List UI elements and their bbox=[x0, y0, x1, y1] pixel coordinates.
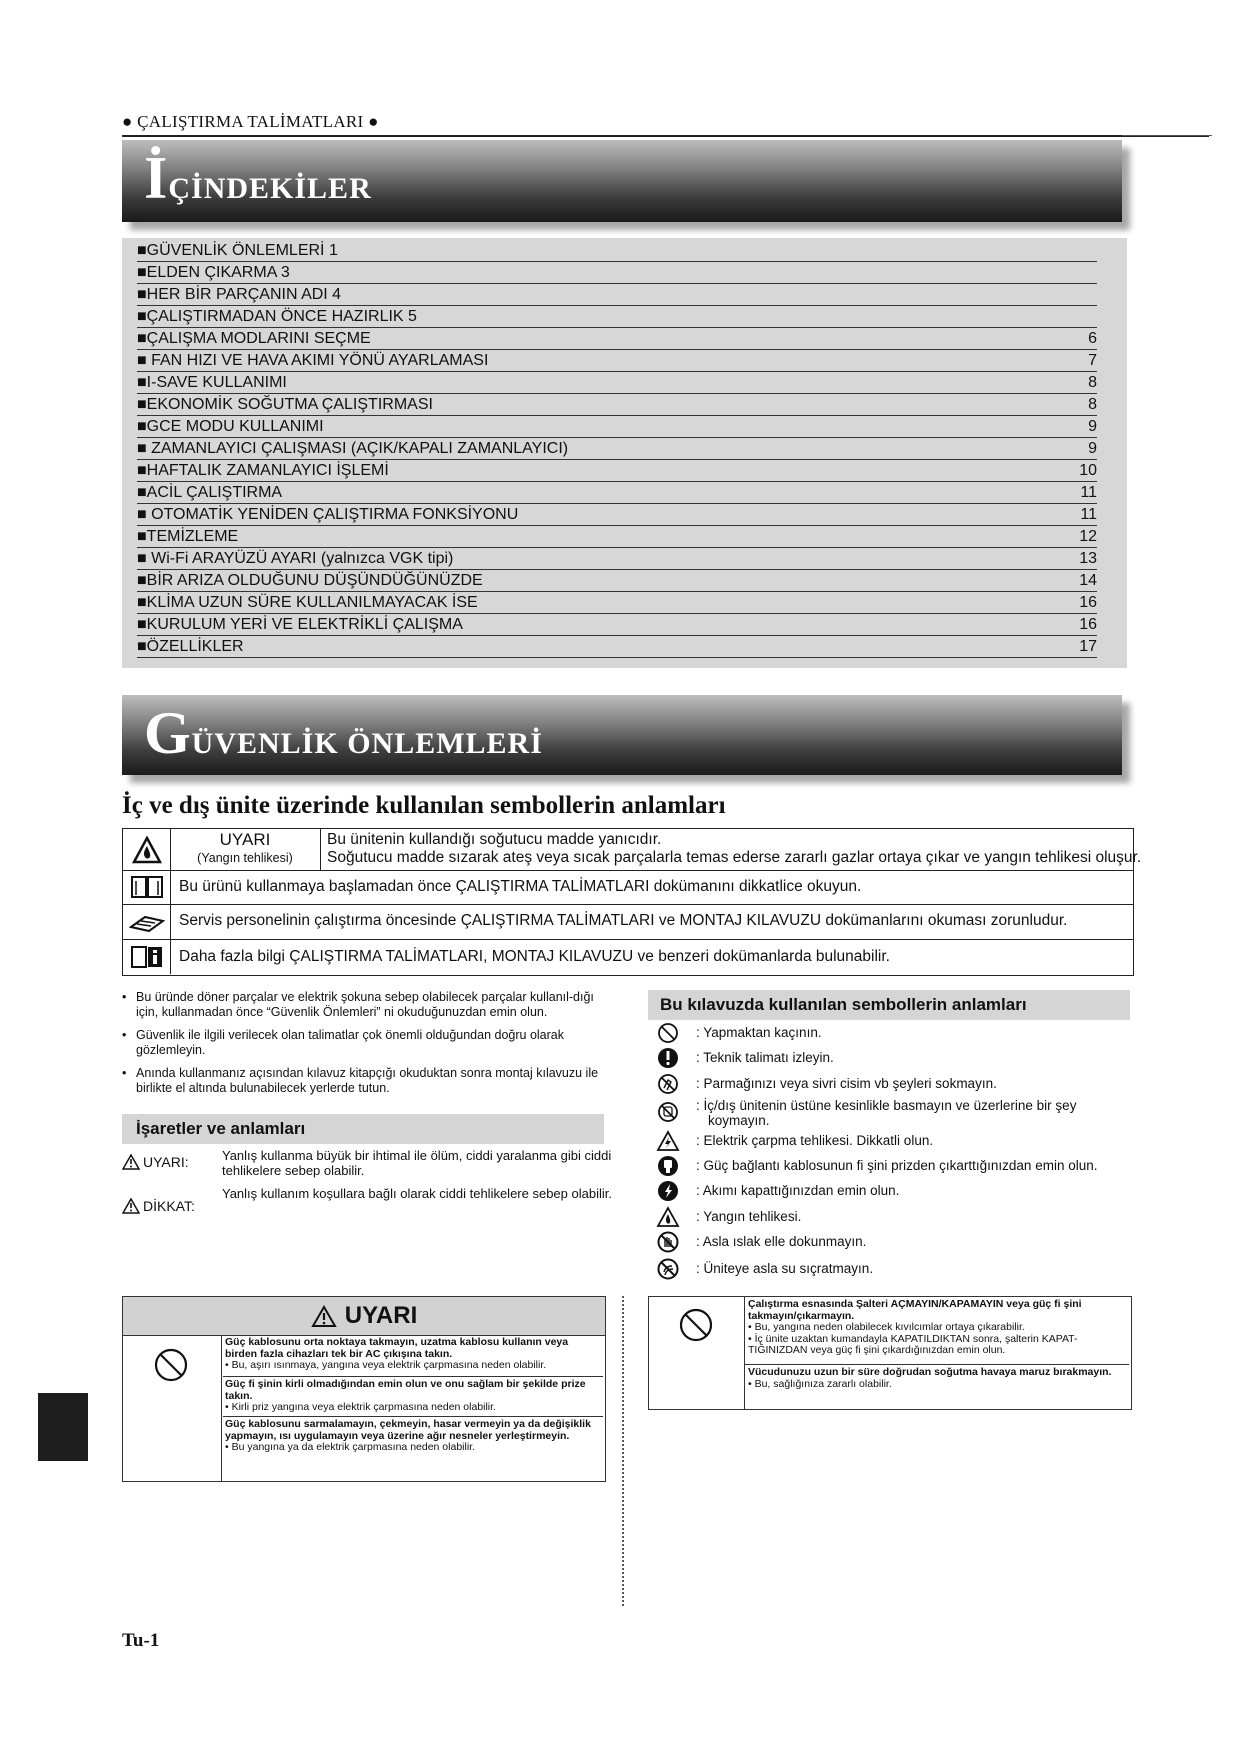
uyari-label: UYARI bbox=[219, 830, 271, 849]
guide-item bbox=[656, 1231, 1136, 1253]
toc-banner bbox=[122, 140, 1122, 222]
guide-item-text: : Elektrik çarpma tehlikesi. Dikkatli olun. bbox=[696, 1133, 934, 1148]
safety-title bbox=[144, 699, 543, 768]
toc-item-label: ■GCE MODU KULLANIMI bbox=[137, 418, 324, 435]
guide-item-text: : Üniteye asla su sıçratmayın. bbox=[696, 1261, 874, 1276]
operation-cell-2 bbox=[745, 1365, 1129, 1409]
header-rule bbox=[122, 135, 1209, 137]
toc-item[interactable] bbox=[137, 394, 1097, 416]
toc-item[interactable] bbox=[137, 636, 1097, 658]
marks-dikkat bbox=[122, 1186, 612, 1222]
toc-item-label: ■ÇALIŞTIRMADAN ÖNCE HAZIRLIK 5 bbox=[137, 308, 417, 325]
toc-item[interactable] bbox=[137, 614, 1097, 636]
warning-cell-3-note: • Bu yangına ya da elektrik çarpmasına neden olabilir. bbox=[225, 1441, 475, 1453]
toc-item[interactable] bbox=[137, 438, 1097, 460]
uyari-line-2: Soğutucu madde sızarak ateş veya sıcak parçalarla temas ederse zararlı gazlar ortaya çıkar ve yangın tehlikesi oluşur. bbox=[327, 849, 1142, 866]
warning-cell-1 bbox=[223, 1335, 603, 1377]
marks-dikkat-label-wrap bbox=[122, 1198, 195, 1214]
header-rule-extension bbox=[1122, 135, 1212, 136]
toc-item-page: 9 bbox=[1088, 418, 1097, 435]
warning-cell-1-title: Güç kablosunu orta noktaya takmayın, uzatma kablosu kullanın veya birden fazla cihazları tek bir AC çıkışına takın. bbox=[225, 1336, 569, 1360]
marks-uyari-label: UYARI: bbox=[143, 1154, 189, 1170]
electric-hazard-icon bbox=[656, 1130, 680, 1152]
warning-cell-2-note: • Kirli priz yangına veya elektrik çarpmasına neden olabilir. bbox=[225, 1401, 496, 1413]
service-manual-icon bbox=[123, 904, 171, 939]
bullet-item: • Anında kullanmanız açısından kılavuz kitapçığı okuduktan sonra montaj kılavuzu ile birlikte el altında bulunabilecek yerlerde tutun. bbox=[122, 1066, 610, 1096]
operation-cell-1-note-1: • Bu, yangına neden olabilecek kıvılcımlar ortaya çıkarabilir. bbox=[748, 1321, 1025, 1333]
toc-item[interactable] bbox=[137, 328, 1097, 350]
marks-heading: İşaretler ve anlamları bbox=[122, 1114, 604, 1144]
toc-item-page: 14 bbox=[1079, 572, 1097, 589]
toc-title bbox=[144, 144, 372, 213]
safety-bullets bbox=[122, 990, 610, 1104]
toc-item-page: 12 bbox=[1079, 528, 1097, 545]
prohibited-icon bbox=[656, 1022, 680, 1044]
guide-item bbox=[656, 1022, 1136, 1044]
toc-item-label: ■KURULUM YERİ VE ELEKTRİKLİ ÇALIŞMA bbox=[137, 616, 463, 633]
toc-title-initial: İ bbox=[144, 145, 169, 211]
guide-item-text: : Yapmaktan kaçının. bbox=[696, 1025, 822, 1040]
marks-dikkat-label: DİKKAT: bbox=[143, 1198, 195, 1214]
symbol-row-service bbox=[123, 904, 1133, 940]
toc-item-page: 8 bbox=[1088, 374, 1097, 391]
operation-cell-1 bbox=[745, 1297, 1129, 1365]
warning-triangle-icon bbox=[122, 1154, 140, 1170]
toc-item[interactable] bbox=[137, 526, 1097, 548]
toc-item-label: ■ OTOMATİK YENİDEN ÇALIŞTIRMA FONKSİYONU bbox=[137, 506, 519, 523]
toc-item[interactable] bbox=[137, 548, 1097, 570]
guide-heading: Bu kılavuzda kullanılan sembollerin anlamları bbox=[648, 990, 1130, 1020]
toc-item-label: ■BİR ARIZA OLDUĞUNU DÜŞÜNDÜĞÜNÜZDE bbox=[137, 572, 483, 589]
toc-item[interactable] bbox=[137, 504, 1097, 526]
bullet-item: • Bu üründe döner parçalar ve elektrik şokuna sebep olabilecek parçalar kullanıl-dığı için, kullanmadan önce “Güvenlik Önlemleri” ni okuduğunuzdan emin olun. bbox=[122, 990, 610, 1020]
toc-item-page: 11 bbox=[1080, 484, 1097, 501]
toc-item-label: ■EKONOMİK SOĞUTMA ÇALIŞTIRMASI bbox=[137, 396, 433, 413]
fire-hazard-icon bbox=[656, 1206, 680, 1228]
toc-item-page: 16 bbox=[1079, 594, 1097, 611]
toc-item-page: 7 bbox=[1088, 352, 1097, 369]
operation-cell-2-title: Vücudunuzu uzun bir süre doğrudan soğutma havaya maruz bırakmayın. bbox=[748, 1366, 1112, 1378]
warning-cell-1-note: • Bu, aşırı ısınmaya, yangına veya elektrik çarpmasına neden olabilir. bbox=[225, 1359, 547, 1371]
guide-item-text: : Teknik talimatı izleyin. bbox=[696, 1050, 834, 1065]
safety-title-initial: G bbox=[144, 700, 192, 766]
marks-uyari-label-wrap bbox=[122, 1154, 189, 1170]
operation-cell-1-note-2: • İç ünite uzaktan kumandayla KAPATILDIKTAN sonra, şalterin KAPAT-TIĞINIZDAN veya güç fi şini çıkardığınızdan emin olun. bbox=[748, 1332, 1078, 1356]
toc-item[interactable] bbox=[137, 350, 1097, 372]
column-divider bbox=[622, 1296, 624, 1606]
info-row-text: Daha fazla bilgi ÇALIŞTIRMA TALİMATLARI, MONTAJ KILAVUZU ve benzeri dokümanlarda bulunabilir. bbox=[179, 948, 890, 965]
toc-item-page: 9 bbox=[1088, 440, 1097, 457]
guide-item-text: : Asla ıslak elle dokunmayın. bbox=[696, 1234, 867, 1249]
toc-item[interactable] bbox=[137, 416, 1097, 438]
marks-uyari-text: Yanlış kullanma büyük bir ihtimal ile ölüm, ciddi yaralanma gibi ciddi tehlikelere sebep olabilir. bbox=[222, 1148, 612, 1178]
toc-item-label: ■ÇALIŞMA MODLARINI SEÇME bbox=[137, 330, 371, 347]
no-step-icon bbox=[656, 1101, 680, 1123]
toc-item-label: ■KLİMA UZUN SÜRE KULLANILMAYACAK İSE bbox=[137, 594, 478, 611]
no-water-splash-icon bbox=[656, 1258, 680, 1280]
toc-item[interactable] bbox=[137, 592, 1097, 614]
guide-item-text-cont: koymayın. bbox=[708, 1113, 770, 1128]
manual-book-icon bbox=[123, 870, 171, 904]
guide-item bbox=[656, 1180, 1136, 1202]
toc-item-page: 17 bbox=[1079, 638, 1097, 655]
warning-cell-3-title: Güç kablosunu sarmalamayın, çekmeyin, hasar vermeyin ya da değişiklik yapmayın, ısı uygulamayın veya üzerine ağır nesneler yerleştirmeyin. bbox=[225, 1418, 591, 1442]
uyari-sublabel: (Yangın tehlikesi) bbox=[197, 851, 293, 865]
toc-item-label: ■ELDEN ÇIKARMA 3 bbox=[137, 264, 290, 281]
toc-item[interactable] bbox=[137, 570, 1097, 592]
operation-cell-2-note: • Bu, sağlığınıza zararlı olabilir. bbox=[748, 1377, 892, 1390]
toc-item-page: 8 bbox=[1088, 396, 1097, 413]
guide-item bbox=[656, 1095, 1136, 1131]
toc-item-page: 10 bbox=[1079, 462, 1097, 479]
caution-triangle-icon bbox=[122, 1198, 140, 1214]
warning-triangle-icon bbox=[311, 1305, 337, 1328]
prohibited-icon bbox=[678, 1307, 714, 1343]
power-off-icon bbox=[656, 1180, 680, 1202]
warning-cell-3 bbox=[223, 1417, 603, 1479]
prohibited-icon bbox=[153, 1347, 189, 1383]
bullet-item: • Güvenlik ile ilgili verilecek olan talimatlar çok önemli olduğundan doğru olarak gözlemleyin. bbox=[122, 1028, 610, 1058]
marks-uyari bbox=[122, 1148, 612, 1184]
warning-cell-2-title: Güç fi şinin kirli olmadığından emin olun ve onu sağlam bir şekilde prize takın. bbox=[225, 1378, 586, 1402]
toc-item[interactable] bbox=[137, 262, 1097, 284]
warning-box-header bbox=[123, 1297, 605, 1336]
toc-item-page: 6 bbox=[1088, 330, 1097, 347]
guide-item-text: : Güç bağlantı kablosunun fi şini prizden çıkarttığınızdan emin olun. bbox=[696, 1158, 1098, 1173]
toc-item-page: 11 bbox=[1080, 506, 1097, 523]
no-finger-icon bbox=[656, 1073, 680, 1095]
toc-item[interactable] bbox=[137, 240, 1097, 262]
symbol-row-info bbox=[123, 939, 1133, 974]
uyari-line-1: Bu ünitenin kullandığı soğutucu madde yanıcıdır. bbox=[327, 831, 662, 848]
toc-item-page: 13 bbox=[1079, 550, 1097, 567]
warning-icon-column bbox=[123, 1335, 222, 1481]
operation-icon-column bbox=[649, 1297, 745, 1409]
guide-item bbox=[656, 1047, 1136, 1069]
symbols-heading: İç ve dış ünite üzerinde kullanılan sembollerin anlamları bbox=[122, 792, 726, 819]
toc-item[interactable] bbox=[137, 284, 1097, 306]
toc-list bbox=[122, 238, 1127, 668]
toc-item-label: ■HAFTALIK ZAMANLAYICI İŞLEMİ bbox=[137, 462, 389, 479]
symbol-row-manual bbox=[123, 870, 1133, 905]
info-book-icon bbox=[123, 939, 171, 974]
toc-item-label: ■ FAN HIZI VE HAVA AKIMI YÖNÜ AYARLAMASI bbox=[137, 352, 489, 369]
symbol-row-warning bbox=[123, 829, 1142, 871]
operation-cell-1-title: Çalıştırma esnasında Şalteri AÇMAYIN/KAPAMAYIN veya güç fi şini takmayın/çıkarmayın. bbox=[748, 1298, 1082, 1322]
operation-warning-box bbox=[648, 1296, 1132, 1410]
toc-item-page: 16 bbox=[1079, 616, 1097, 633]
toc-item-label: ■ACİL ÇALIŞTIRMA bbox=[137, 484, 283, 501]
guide-item-text: : Akımı kapattığınızdan emin olun. bbox=[696, 1183, 900, 1198]
toc-item-label: ■GÜVENLİK ÖNLEMLERİ 1 bbox=[137, 242, 338, 259]
unplug-icon bbox=[656, 1155, 680, 1177]
toc-item[interactable] bbox=[137, 306, 1097, 328]
warning-cell-2 bbox=[223, 1377, 603, 1417]
toc-item-label: ■TEMİZLEME bbox=[137, 528, 239, 545]
guide-item bbox=[656, 1258, 1136, 1280]
symbols-table bbox=[122, 828, 1142, 976]
header-label: ● ÇALIŞTIRMA TALİMATLARI ● bbox=[122, 112, 379, 131]
toc-item[interactable] bbox=[137, 482, 1097, 504]
safety-banner bbox=[122, 695, 1122, 775]
warning-box bbox=[122, 1296, 606, 1482]
marks-dikkat-text: Yanlış kullanım koşullara bağlı olarak ciddi tehlikelere sebep olabilir. bbox=[222, 1186, 612, 1201]
service-row-text: Servis personelinin çalıştırma öncesinde ÇALIŞTIRMA TALİMATLARI ve MONTAJ KILAVUZU dokümanlarını okuması zorunludur. bbox=[179, 912, 1068, 929]
toc-item-label: ■ÖZELLİKLER bbox=[137, 638, 244, 655]
toc-item-label: ■ Wi-Fi ARAYÜZÜ AYARI (yalnızca VGK tipi) bbox=[137, 550, 454, 567]
uyari-cell bbox=[170, 829, 321, 870]
toc-item-label: ■HER BİR PARÇANIN ADI 4 bbox=[137, 286, 342, 303]
warning-box-title: UYARI bbox=[344, 1302, 418, 1329]
guide-item bbox=[656, 1206, 1136, 1228]
mandatory-icon bbox=[656, 1047, 680, 1069]
toc-item-label: ■ ZAMANLAYICI ÇALIŞMASI (AÇIK/KAPALI ZAMANLAYICI) bbox=[137, 440, 569, 457]
guide-item bbox=[656, 1073, 1136, 1095]
no-wet-hands-icon bbox=[656, 1231, 680, 1253]
toc-item-label: ■I-SAVE KULLANIMI bbox=[137, 374, 287, 391]
guide-item-text: : Yangın tehlikesi. bbox=[696, 1209, 802, 1224]
toc-item[interactable] bbox=[137, 372, 1097, 394]
manual-row-text: Bu ürünü kullanmaya başlamadan önce ÇALIŞTIRMA TALİMATLARI dokümanını dikkatlice okuyun. bbox=[179, 878, 862, 895]
guide-item-text: : Parmağınızı veya sivri cisim vb şeyleri sokmayın. bbox=[696, 1076, 997, 1091]
toc-title-rest: ÇİNDEKİLER bbox=[168, 172, 372, 205]
guide-item-text: : İç/dış ünitenin üstüne kesinlikle basmayın ve üzerlerine bir şey bbox=[696, 1098, 1077, 1113]
guide-item bbox=[656, 1155, 1136, 1177]
language-side-tab bbox=[38, 1393, 88, 1461]
safety-title-rest: ÜVENLİK ÖNLEMLERİ bbox=[191, 727, 543, 760]
fire-warning-icon bbox=[123, 829, 171, 870]
toc-item[interactable] bbox=[137, 460, 1097, 482]
page-number: Tu-1 bbox=[122, 1630, 160, 1651]
guide-item bbox=[656, 1130, 1136, 1152]
